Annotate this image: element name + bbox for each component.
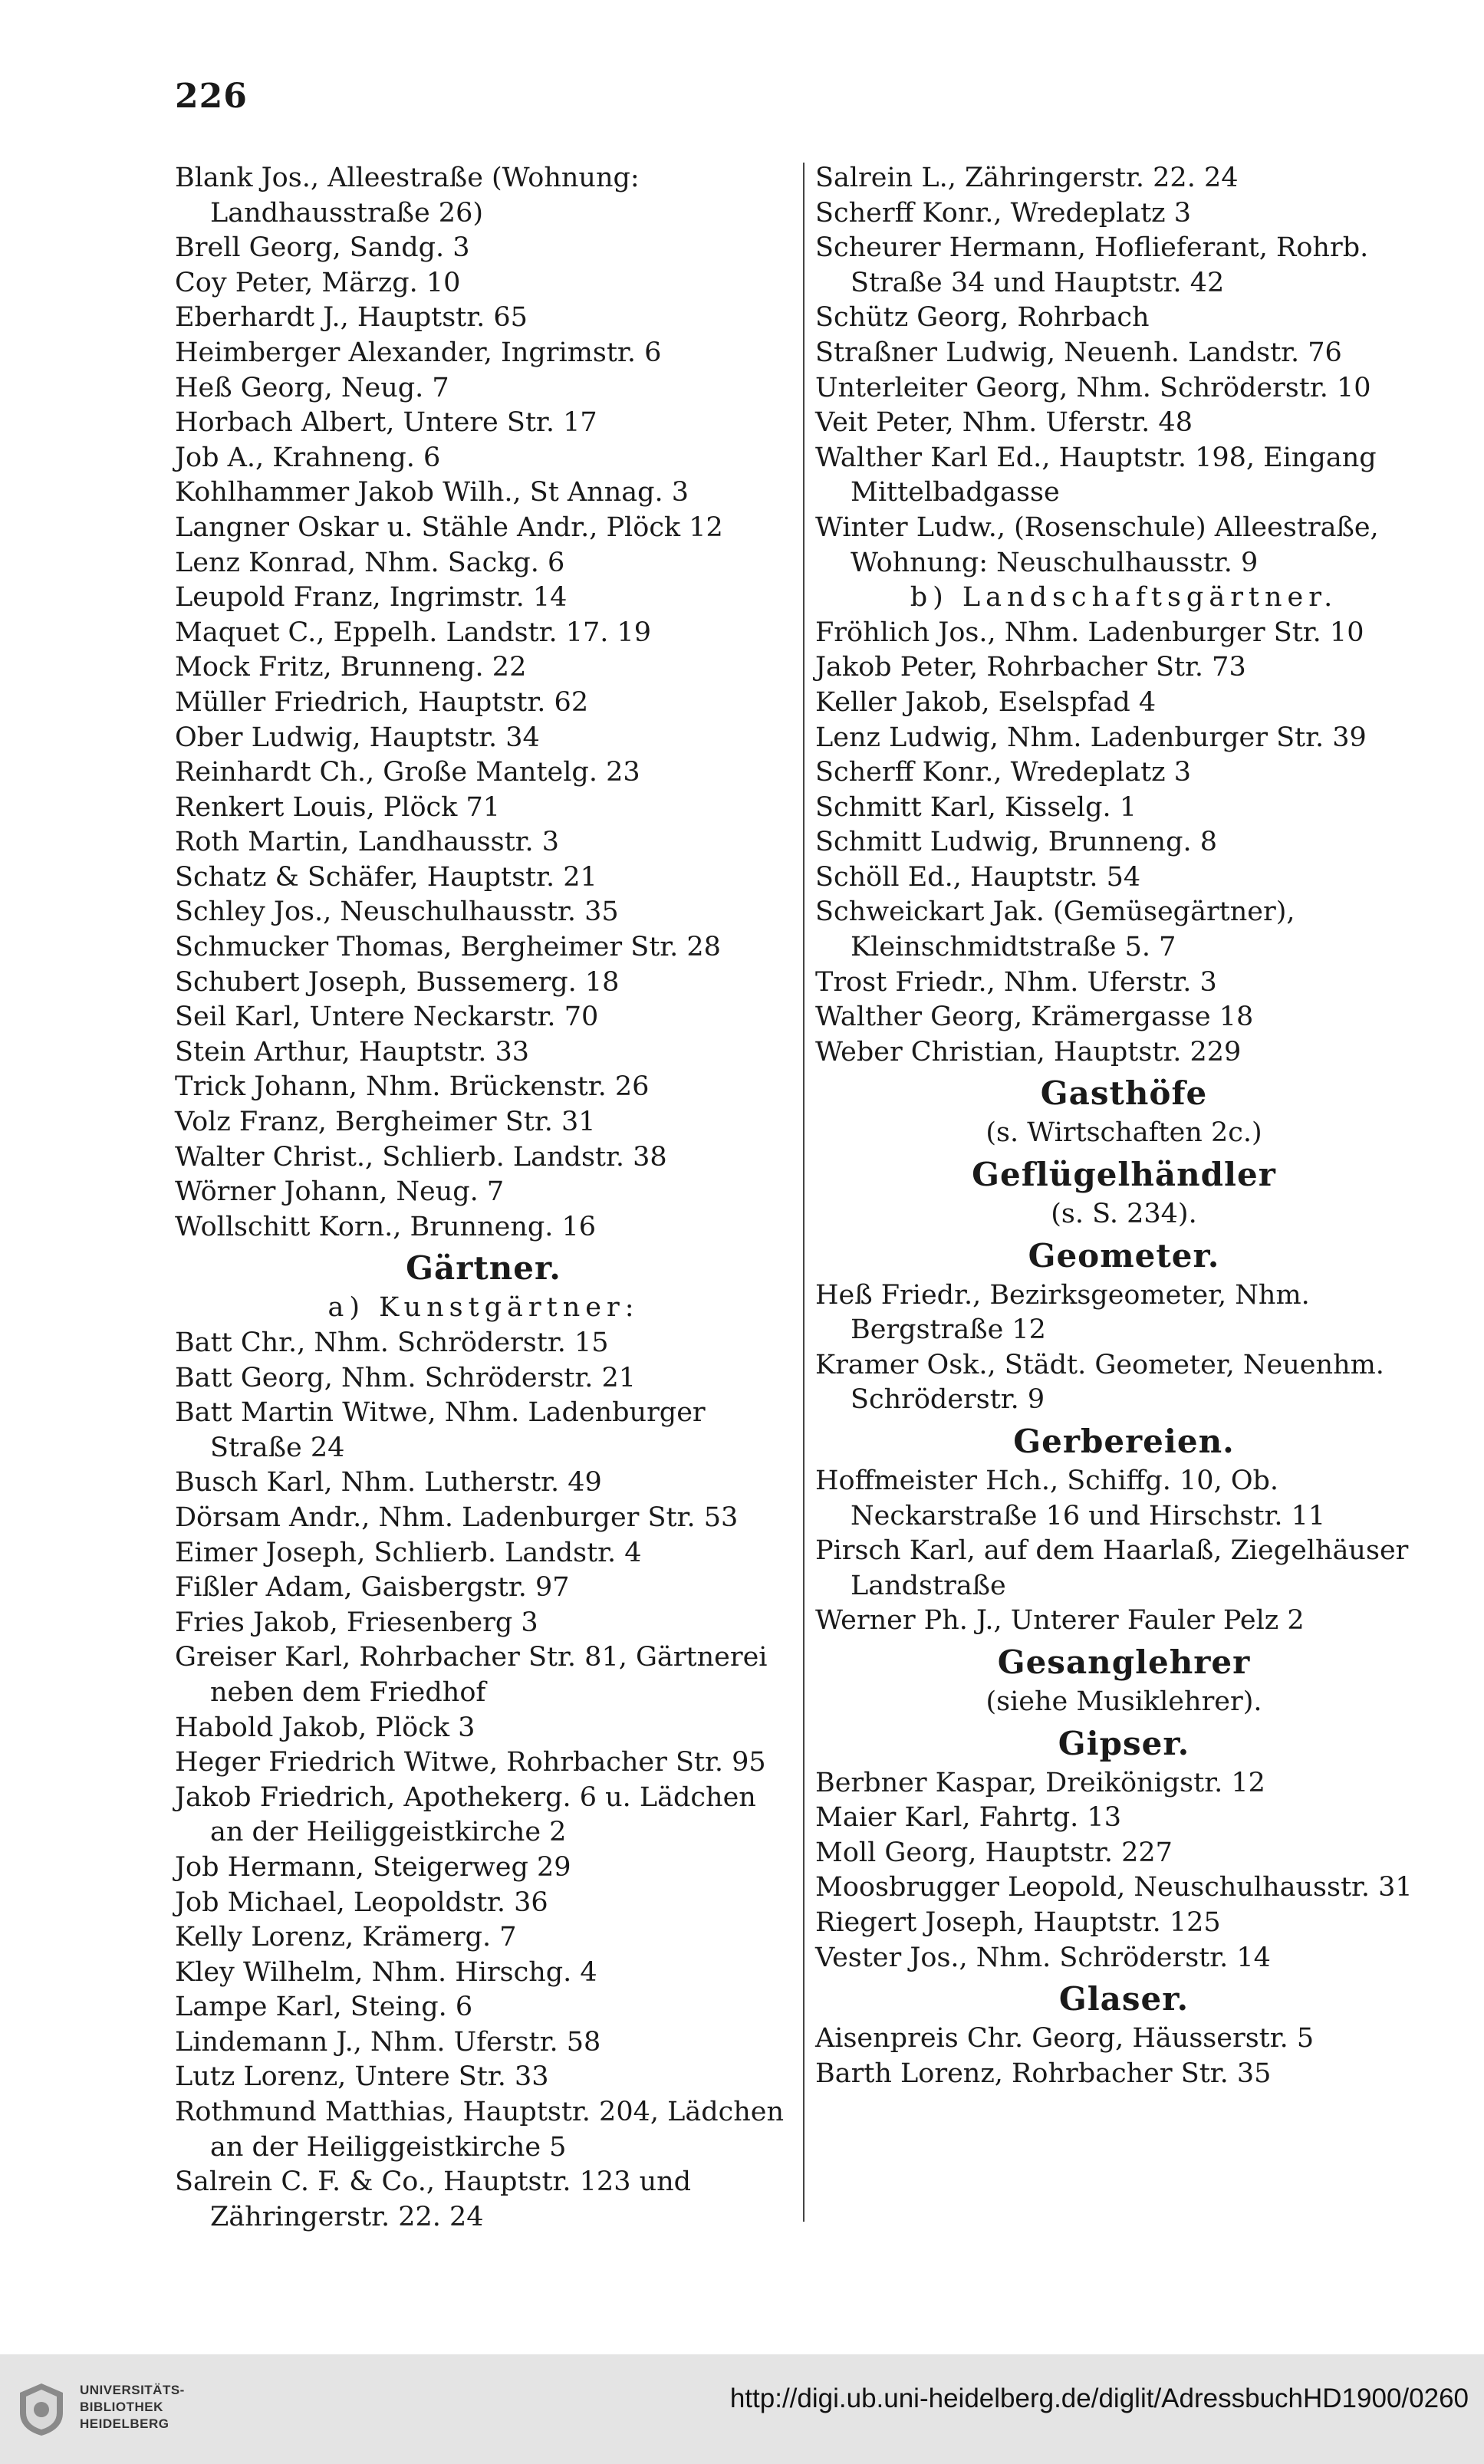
directory-entry: Heimberger Alexander, Ingrimstr. 6 xyxy=(175,337,662,368)
directory-entry: Vester Jos., Nhm. Schröderstr. 14 xyxy=(815,1942,1271,1973)
directory-entry: Salrein C. F. & Co., Hauptstr. 123 und Zähringerstr. 22. 24 xyxy=(175,2166,692,2232)
directory-entry: Lindemann J., Nhm. Uferstr. 58 xyxy=(175,2026,601,2058)
directory-entry: Habold Jakob, Plöck 3 xyxy=(175,1712,475,1743)
left-column xyxy=(175,161,792,2235)
directory-entry: Batt Georg, Nhm. Schröderstr. 21 xyxy=(175,1362,637,1393)
directory-entry: Schöll Ed., Hauptstr. 54 xyxy=(815,861,1141,893)
directory-entry: Volz Franz, Bergheimer Str. 31 xyxy=(175,1107,596,1138)
directory-entry: Trost Friedr., Nhm. Uferstr. 3 xyxy=(815,966,1217,998)
directory-entry: Dörsam Andr., Nhm. Ladenburger Str. 53 xyxy=(175,1502,739,1533)
directory-entry: Kelly Lorenz, Krämerg. 7 xyxy=(175,1922,517,1953)
directory-heading: Gerbereien. xyxy=(1013,1423,1235,1460)
directory-entry: Langner Oskar u. Stähle Andr., Plöck 12 xyxy=(175,512,723,543)
directory-entry: Heß Friedr., Bezirksgeometer, Nhm. Bergstraße 12 xyxy=(815,1279,1310,1346)
directory-entry: Walther Karl Ed., Hauptstr. 198, Eingang Mittelbadgasse xyxy=(815,442,1377,508)
directory-entry: Lampe Karl, Steing. 6 xyxy=(175,1992,473,2023)
directory-entry: Coy Peter, Märzg. 10 xyxy=(175,267,461,298)
university-seal-icon xyxy=(17,2382,66,2437)
directory-entry: Job A., Krahneng. 6 xyxy=(175,442,441,473)
directory-heading: Geometer. xyxy=(1028,1236,1220,1275)
footer-bar xyxy=(0,2354,1484,2464)
directory-entry: Weber Christian, Hauptstr. 229 xyxy=(815,1036,1242,1068)
directory-entry: Fries Jakob, Friesenberg 3 xyxy=(175,1607,538,1638)
directory-entry: Heß Georg, Neug. 7 xyxy=(175,372,449,403)
directory-entry: Trick Johann, Nhm. Brückenstr. 26 xyxy=(175,1071,650,1103)
directory-entry: Kley Wilhelm, Nhm. Hirschg. 4 xyxy=(175,1956,597,1988)
directory-entry: Schubert Joseph, Bussemerg. 18 xyxy=(175,966,620,998)
directory-entry: Mock Fritz, Brunneng. 22 xyxy=(175,652,527,683)
directory-heading: Gipser. xyxy=(1058,1724,1190,1762)
directory-entry: Barth Lorenz, Rohrbacher Str. 35 xyxy=(815,2058,1272,2089)
directory-entry: Wollschitt Korn., Brunneng. 16 xyxy=(175,1211,597,1242)
directory-entry: Aisenpreis Chr. Georg, Häusserstr. 5 xyxy=(815,2023,1315,2054)
directory-entry: Blank Jos., Alleestraße (Wohnung: Landhausstraße 26) xyxy=(175,163,640,229)
directory-entry: Winter Ludw., (Rosenschule) Alleestraße, Wohnung: Neuschulhausstr. 9 xyxy=(815,512,1379,578)
right-column xyxy=(815,161,1433,2091)
directory-entry: Seil Karl, Untere Neckarstr. 70 xyxy=(175,1002,599,1033)
library-name-line3: HEIDELBERG xyxy=(80,2416,169,2431)
directory-heading: Geflügelhändler xyxy=(972,1156,1276,1194)
directory-entry: Scheurer Hermann, Hoflieferant, Rohrb. Straße 34 und Hauptstr. 42 xyxy=(815,232,1369,298)
directory-entry: Heger Friedrich Witwe, Rohrbacher Str. 95 xyxy=(175,1747,766,1778)
directory-entry: Lenz Ludwig, Nhm. Ladenburger Str. 39 xyxy=(815,722,1367,753)
directory-entry: Batt Martin Witwe, Nhm. Ladenburger Straße 24 xyxy=(175,1397,706,1463)
directory-entry: Berbner Kaspar, Dreikönigstr. 12 xyxy=(815,1767,1265,1798)
directory-entry: Reinhardt Ch., Große Mantelg. 23 xyxy=(175,757,640,788)
directory-entry: Moll Georg, Hauptstr. 227 xyxy=(815,1837,1173,1868)
directory-entry: Müller Friedrich, Hauptstr. 62 xyxy=(175,686,589,718)
directory-entry: Hoffmeister Hch., Schiffg. 10, Ob. Neckarstraße 16 und Hirschstr. 11 xyxy=(815,1466,1326,1531)
library-name xyxy=(80,2382,185,2433)
directory-subheading: a) Kunstgärtner: xyxy=(327,1292,640,1324)
directory-heading: Gesanglehrer xyxy=(997,1643,1251,1681)
directory-entry: Unterleiter Georg, Nhm. Schröderstr. 10 xyxy=(815,372,1371,403)
directory-entry: Fißler Adam, Gaisbergstr. 97 xyxy=(175,1572,570,1604)
page-number: 226 xyxy=(175,77,248,116)
directory-entry: Jakob Friedrich, Apothekerg. 6 u. Lädchen an der Heiliggeistkirche 2 xyxy=(175,1781,756,1848)
library-name-line2: BIBLIOTHEK xyxy=(80,2400,163,2414)
directory-entry: Schley Jos., Neuschulhausstr. 35 xyxy=(175,896,619,928)
directory-entry: Veit Peter, Nhm. Uferstr. 48 xyxy=(815,407,1193,439)
directory-entry: Maier Karl, Fahrtg. 13 xyxy=(815,1802,1121,1834)
directory-entry: Scherff Konr., Wredeplatz 3 xyxy=(815,197,1191,229)
directory-entry: Lutz Lorenz, Untere Str. 33 xyxy=(175,2061,549,2093)
directory-entry: Keller Jakob, Eselspfad 4 xyxy=(815,686,1157,718)
directory-entry: Schmitt Ludwig, Brunneng. 8 xyxy=(815,827,1218,858)
directory-entry: Eimer Joseph, Schlierb. Landstr. 4 xyxy=(175,1537,642,1568)
directory-entry: Brell Georg, Sandg. 3 xyxy=(175,232,470,264)
directory-heading: Gasthöfe xyxy=(1040,1074,1208,1113)
directory-note: (s. Wirtschaften 2c.) xyxy=(985,1117,1262,1149)
directory-entry: Ober Ludwig, Hauptstr. 34 xyxy=(175,722,540,753)
directory-note: (s. S. 234). xyxy=(1051,1199,1197,1230)
column-divider xyxy=(803,163,805,2222)
directory-entry: Werner Ph. J., Unterer Fauler Pelz 2 xyxy=(815,1605,1305,1637)
directory-entry: Roth Martin, Landhausstr. 3 xyxy=(175,827,560,858)
directory-note: (siehe Musiklehrer). xyxy=(985,1686,1262,1717)
directory-entry: Horbach Albert, Untere Str. 17 xyxy=(175,407,597,439)
library-name-line1: UNIVERSITÄTS- xyxy=(80,2383,185,2397)
directory-entry: Greiser Karl, Rohrbacher Str. 81, Gärtnerei neben dem Friedhof xyxy=(175,1642,768,1708)
directory-entry: Kohlhammer Jakob Wilh., St Annag. 3 xyxy=(175,477,689,508)
directory-entry: Walther Georg, Krämergasse 18 xyxy=(815,1002,1254,1033)
directory-entry: Salrein L., Zähringerstr. 22. 24 xyxy=(815,163,1239,193)
directory-entry: Riegert Joseph, Hauptstr. 125 xyxy=(815,1906,1221,1938)
directory-entry: Scherff Konr., Wredeplatz 3 xyxy=(815,757,1191,788)
directory-entry: Rothmund Matthias, Hauptstr. 204, Lädchen an der Heiliggeistkirche 5 xyxy=(175,2097,785,2163)
directory-entry: Jakob Peter, Rohrbacher Str. 73 xyxy=(815,652,1246,683)
directory-entry: Busch Karl, Nhm. Lutherstr. 49 xyxy=(175,1467,602,1498)
directory-entry: Schütz Georg, Rohrbach xyxy=(815,302,1150,334)
directory-entry: Schmitt Karl, Kisselg. 1 xyxy=(815,791,1137,823)
directory-entry: Kramer Osk., Städt. Geometer, Neuenhm. Schröderstr. 9 xyxy=(815,1349,1384,1416)
directory-entry: Job Hermann, Steigerweg 29 xyxy=(175,1851,571,1883)
directory-entry: Renkert Louis, Plöck 71 xyxy=(175,791,500,823)
directory-entry: Schweickart Jak. (Gemüsegärtner), Kleinschmidtstraße 5. 7 xyxy=(815,896,1295,963)
directory-entry: Walter Christ., Schlierb. Landstr. 38 xyxy=(175,1141,667,1173)
source-url[interactable]: http://digi.ub.uni-heidelberg.de/diglit/AdressbuchHD1900/0260 xyxy=(729,2383,1469,2413)
directory-entry: Pirsch Karl, auf dem Haarlaß, Ziegelhäuser Landstraße xyxy=(815,1535,1409,1601)
directory-heading: Gärtner. xyxy=(406,1249,561,1288)
directory-entry: Batt Chr., Nhm. Schröderstr. 15 xyxy=(175,1327,609,1358)
directory-entry: Wörner Johann, Neug. 7 xyxy=(175,1176,505,1208)
directory-entry: Maquet C., Eppelh. Landstr. 17. 19 xyxy=(175,617,652,648)
directory-entry: Schmucker Thomas, Bergheimer Str. 28 xyxy=(175,932,721,963)
directory-entry: Moosbrugger Leopold, Neuschulhausstr. 31 xyxy=(815,1872,1413,1903)
directory-entry: Job Michael, Leopoldstr. 36 xyxy=(175,1887,548,1918)
directory-entry: Lenz Konrad, Nhm. Sackg. 6 xyxy=(175,547,565,578)
directory-entry: Straßner Ludwig, Neuenh. Landstr. 76 xyxy=(815,337,1342,368)
directory-entry: Schatz & Schäfer, Hauptstr. 21 xyxy=(175,861,597,893)
directory-subheading: b) Landschaftsgärtner. xyxy=(910,582,1338,614)
directory-heading: Glaser. xyxy=(1058,1980,1190,2018)
directory-entry: Fröhlich Jos., Nhm. Ladenburger Str. 10 xyxy=(815,617,1364,648)
directory-entry: Stein Arthur, Hauptstr. 33 xyxy=(175,1036,530,1068)
directory-entry: Eberhardt J., Hauptstr. 65 xyxy=(175,302,528,334)
directory-entry: Leupold Franz, Ingrimstr. 14 xyxy=(175,582,568,614)
